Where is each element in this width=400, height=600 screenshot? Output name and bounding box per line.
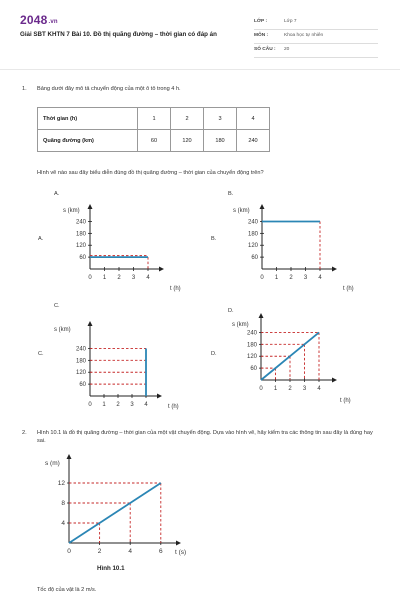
y-tick-label: 12 bbox=[57, 480, 65, 487]
q2-number: 2. bbox=[22, 430, 27, 436]
series-line bbox=[69, 483, 161, 543]
y-axis-arrow bbox=[67, 454, 72, 459]
table-cell: 240 bbox=[237, 130, 270, 152]
x-tick-label: 2 bbox=[97, 548, 102, 555]
x-tick-label: 2 bbox=[288, 386, 292, 392]
y-tick-label: 120 bbox=[75, 243, 86, 250]
x-tick-label: 4 bbox=[317, 386, 321, 392]
x-tick-label: 4 bbox=[144, 402, 148, 408]
x-tick-label: 0 bbox=[88, 402, 92, 408]
y-tick-label: 120 bbox=[247, 243, 258, 250]
x-tick-label: 3 bbox=[131, 275, 136, 281]
y-tick-label: 240 bbox=[247, 219, 258, 226]
q2-text: Hình 10.1 là đồ thị quãng đường – thời gian của một vật chuyển động. Dựa vào hình vẽ, hãy kiểm tra các thông tin sau đây là đúng hay sai. bbox=[37, 430, 373, 444]
y-axis-label: s (km) bbox=[63, 208, 80, 214]
y-tick-label: 60 bbox=[250, 366, 257, 373]
y-tick-label: 240 bbox=[75, 346, 86, 353]
table-cell: 3 bbox=[204, 108, 237, 130]
y-tick-label: 60 bbox=[79, 255, 86, 262]
table-cell: Quãng đường (km) bbox=[38, 130, 138, 152]
x-axis-label: t (h) bbox=[340, 398, 351, 404]
x-tick-label: 1 bbox=[274, 275, 279, 281]
y-axis-label: s (km) bbox=[54, 327, 71, 333]
x-tick-label: 4 bbox=[146, 275, 150, 281]
x-axis-label: t (h) bbox=[343, 286, 354, 292]
q1-question: Hình vẽ nào sau đây biểu diễn đúng đồ thị quãng đường – thời gian của chuyển động trên? bbox=[37, 170, 264, 176]
y-tick-label: 120 bbox=[246, 354, 257, 361]
x-tick-label: 0 bbox=[67, 548, 71, 555]
table-cell: 180 bbox=[204, 130, 237, 152]
y-tick-label: 8 bbox=[61, 500, 65, 507]
x-tick-label: 4 bbox=[128, 548, 133, 555]
option-c-label: C. bbox=[54, 303, 60, 309]
y-tick-label: 180 bbox=[246, 342, 257, 349]
x-tick-label: 2 bbox=[289, 275, 293, 281]
x-tick-label: 1 bbox=[102, 402, 106, 408]
q1-number: 1. bbox=[22, 86, 27, 92]
x-tick-label: 1 bbox=[102, 275, 107, 281]
table-cell: Thời gian (h) bbox=[38, 108, 138, 130]
site-logo[interactable]: 2048.vn bbox=[20, 13, 58, 27]
x-tick-label: 2 bbox=[117, 275, 121, 281]
q1-text: Bảng dưới đây mô tả chuyển động của một ô tô trong 4 h. bbox=[37, 86, 181, 92]
y-axis-label: s (km) bbox=[233, 208, 250, 214]
y-axis-label: s (m) bbox=[45, 460, 60, 467]
x-tick-label: 3 bbox=[303, 275, 308, 281]
option-d-marker: D. bbox=[211, 351, 217, 357]
option-d-label: D. bbox=[228, 308, 234, 314]
x-axis-label: t (h) bbox=[170, 286, 181, 292]
x-axis-label: t (h) bbox=[168, 404, 179, 410]
y-axis-label: s (km) bbox=[232, 322, 249, 328]
figure-caption: Hình 10.1 bbox=[97, 565, 125, 572]
meta-count: SỐ CÂU : 20 bbox=[254, 45, 378, 58]
y-tick-label: 4 bbox=[61, 520, 65, 527]
table-cell: 1 bbox=[138, 108, 171, 130]
y-tick-label: 240 bbox=[246, 330, 257, 337]
x-tick-label: 3 bbox=[130, 402, 134, 408]
x-axis-arrow bbox=[176, 541, 181, 546]
option-c-marker: C. bbox=[38, 351, 44, 357]
x-tick-label: 4 bbox=[318, 275, 322, 281]
meta-grade: LỚP : Lớp 7 bbox=[254, 17, 378, 30]
option-b-marker: B. bbox=[211, 236, 217, 242]
y-tick-label: 180 bbox=[75, 358, 86, 365]
option-a-marker: A. bbox=[38, 236, 44, 242]
q2-statement: Tốc độ của vật là 2 m/s. bbox=[37, 587, 97, 593]
y-tick-label: 60 bbox=[251, 255, 258, 262]
x-tick-label: 3 bbox=[302, 386, 307, 392]
y-tick-label: 240 bbox=[75, 219, 86, 226]
x-axis-label: t (s) bbox=[175, 549, 187, 556]
table-cell: 120 bbox=[171, 130, 204, 152]
document-title: Giải SBT KHTN 7 Bài 10. Đồ thị quãng đường – thời gian có đáp án bbox=[20, 31, 217, 38]
x-tick-label: 0 bbox=[88, 275, 92, 281]
x-tick-label: 6 bbox=[158, 548, 163, 555]
x-tick-label: 0 bbox=[260, 275, 264, 281]
meta-subject: MÔN : Khoa học tự nhiên bbox=[254, 31, 378, 44]
y-tick-label: 180 bbox=[75, 231, 86, 238]
table-cell: 60 bbox=[138, 130, 171, 152]
y-tick-label: 180 bbox=[247, 231, 258, 238]
table-cell: 4 bbox=[237, 108, 270, 130]
x-tick-label: 1 bbox=[273, 386, 278, 392]
table-cell: 2 bbox=[171, 108, 204, 130]
x-tick-label: 2 bbox=[116, 402, 120, 408]
option-b-label: B. bbox=[228, 191, 234, 197]
y-tick-label: 120 bbox=[75, 370, 86, 377]
x-tick-label: 0 bbox=[259, 386, 263, 392]
y-tick-label: 60 bbox=[79, 382, 86, 389]
option-a-label: A. bbox=[54, 191, 60, 197]
